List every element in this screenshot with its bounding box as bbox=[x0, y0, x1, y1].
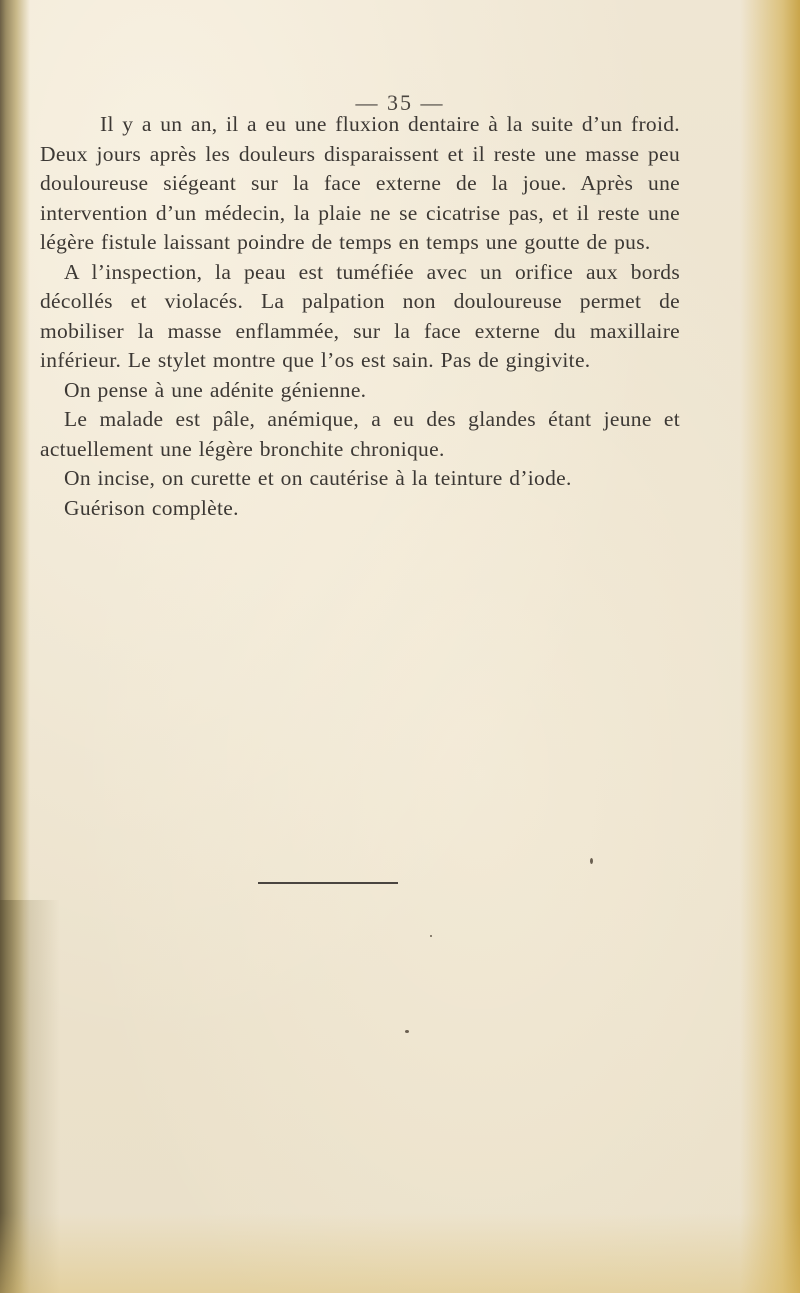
aged-edge bbox=[740, 0, 800, 1293]
paragraph: Guérison complète. bbox=[64, 495, 239, 520]
paragraph: A l’inspection, la peau est tuméfiée avec un orifice aux bords décollés et violacés. La palpation non douloureuse permet de mobiliser la masse enflammée, sur la face externe du maxillaire inférieur. Le stylet montre que l’os est sain. Pas de gingivite. bbox=[40, 259, 680, 372]
ink-speck bbox=[430, 935, 432, 937]
body-text bbox=[40, 110, 680, 523]
paragraph: Le malade est pâle, anémique, a eu des glandes étant jeune et actuellement une légère bronchite chronique. bbox=[40, 407, 680, 461]
ink-speck bbox=[405, 1030, 409, 1033]
page-number: — 35 — bbox=[355, 90, 445, 115]
paragraph: On pense à une adénite génienne. bbox=[64, 377, 367, 402]
aged-bottom bbox=[0, 1213, 800, 1293]
ink-speck bbox=[590, 858, 593, 864]
paragraph: Il y a un an, il a eu une fluxion dentaire à la suite d’un froid. Deux jours après les douleurs disparaissent et il reste une masse peu douloureuse siégeant sur la face externe de la joue. Après une intervention d’un médecin, la plaie ne se cicatrise pas, et il reste une légère fistule laissant poindre de temps en temps une goutte de pus. bbox=[40, 112, 680, 254]
separator-rule bbox=[258, 882, 398, 884]
paragraph: On incise, on curette et on cautérise à la teinture d’iode. bbox=[64, 466, 572, 490]
